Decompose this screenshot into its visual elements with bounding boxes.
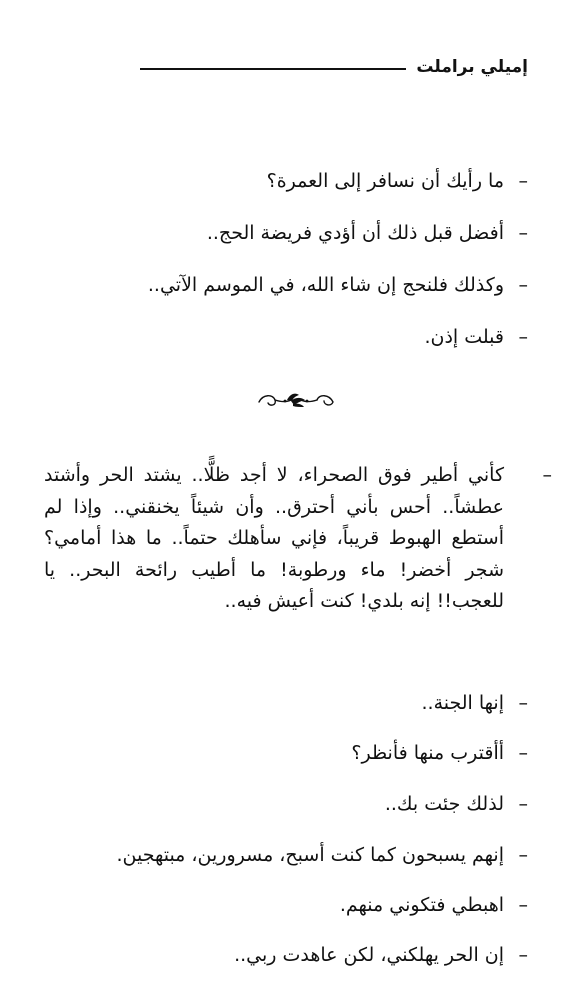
paragraph-text: كأني أطير فوق الصحراء، لا أجد ظلًّا.. يشتد الحر وأشتد عطشاً.. أحس بأني أحترق.. وأن شيئاً يخنقني.. وإذا لم أستطع الهبوط قريباً، فإني سأهلك حتماً.. ما هذا أمامي؟ شجر أخضر! ماء ورطوبة! ما أطيب رائحة البحر.. يا للعجب!! إنه بلدي! كنت أعيش فيه.. [44,464,504,612]
dialogue-text: لذلك جئت بك.. [384,793,504,815]
dialogue-dash: – [518,793,528,815]
dialogue-text: إن الحر يهلكني، لكن عاهدت ربي.. [234,944,504,966]
dialogue-line [48,840,528,870]
dialogue-text: اهبطي فتكوني منهم. [339,894,504,916]
dialogue-line [48,218,528,248]
dialogue-dash: – [518,944,528,966]
dialogue-line [48,270,528,300]
running-header [140,52,528,82]
dialogue-dash: – [518,844,528,866]
dialogue-dash: – [542,464,552,486]
dialogue-text: أفضل قبل ذلك أن أؤدي فريضة الحج.. [206,222,504,244]
dialogue-dash: – [518,326,528,348]
dialogue-dash: – [518,222,528,244]
dialogue-line [48,322,528,352]
header-rule [140,68,406,70]
dialogue-dash: – [518,274,528,296]
dialogue-text: إنهم يسبحون كما كنت أسبح، مسرورين، مبتهجين. [116,844,504,866]
dialogue-dash: – [518,692,528,714]
dialogue-text: إنها الجنة.. [421,692,504,714]
dialogue-line [48,890,528,920]
dialogue-dash: – [518,742,528,764]
dialogue-text: أأقترب منها فأنظر؟ [351,742,504,764]
author-name: إميلي براملت [416,57,528,77]
dialogue-line [48,940,528,970]
dialogue-dash: – [518,170,528,192]
narrative-paragraph [44,460,552,618]
dialogue-line [48,738,528,768]
floral-divider-ornament-icon [255,386,337,416]
dialogue-text: قبلت إذن. [424,326,504,348]
dialogue-line [48,789,528,819]
dialogue-line [48,166,528,196]
dialogue-dash: – [518,894,528,916]
dialogue-line [48,688,528,718]
dialogue-text: وكذلك فلنحج إن شاء الله، في الموسم الآتي.. [147,274,504,296]
dialogue-text: ما رأيك أن نسافر إلى العمرة؟ [266,170,504,192]
